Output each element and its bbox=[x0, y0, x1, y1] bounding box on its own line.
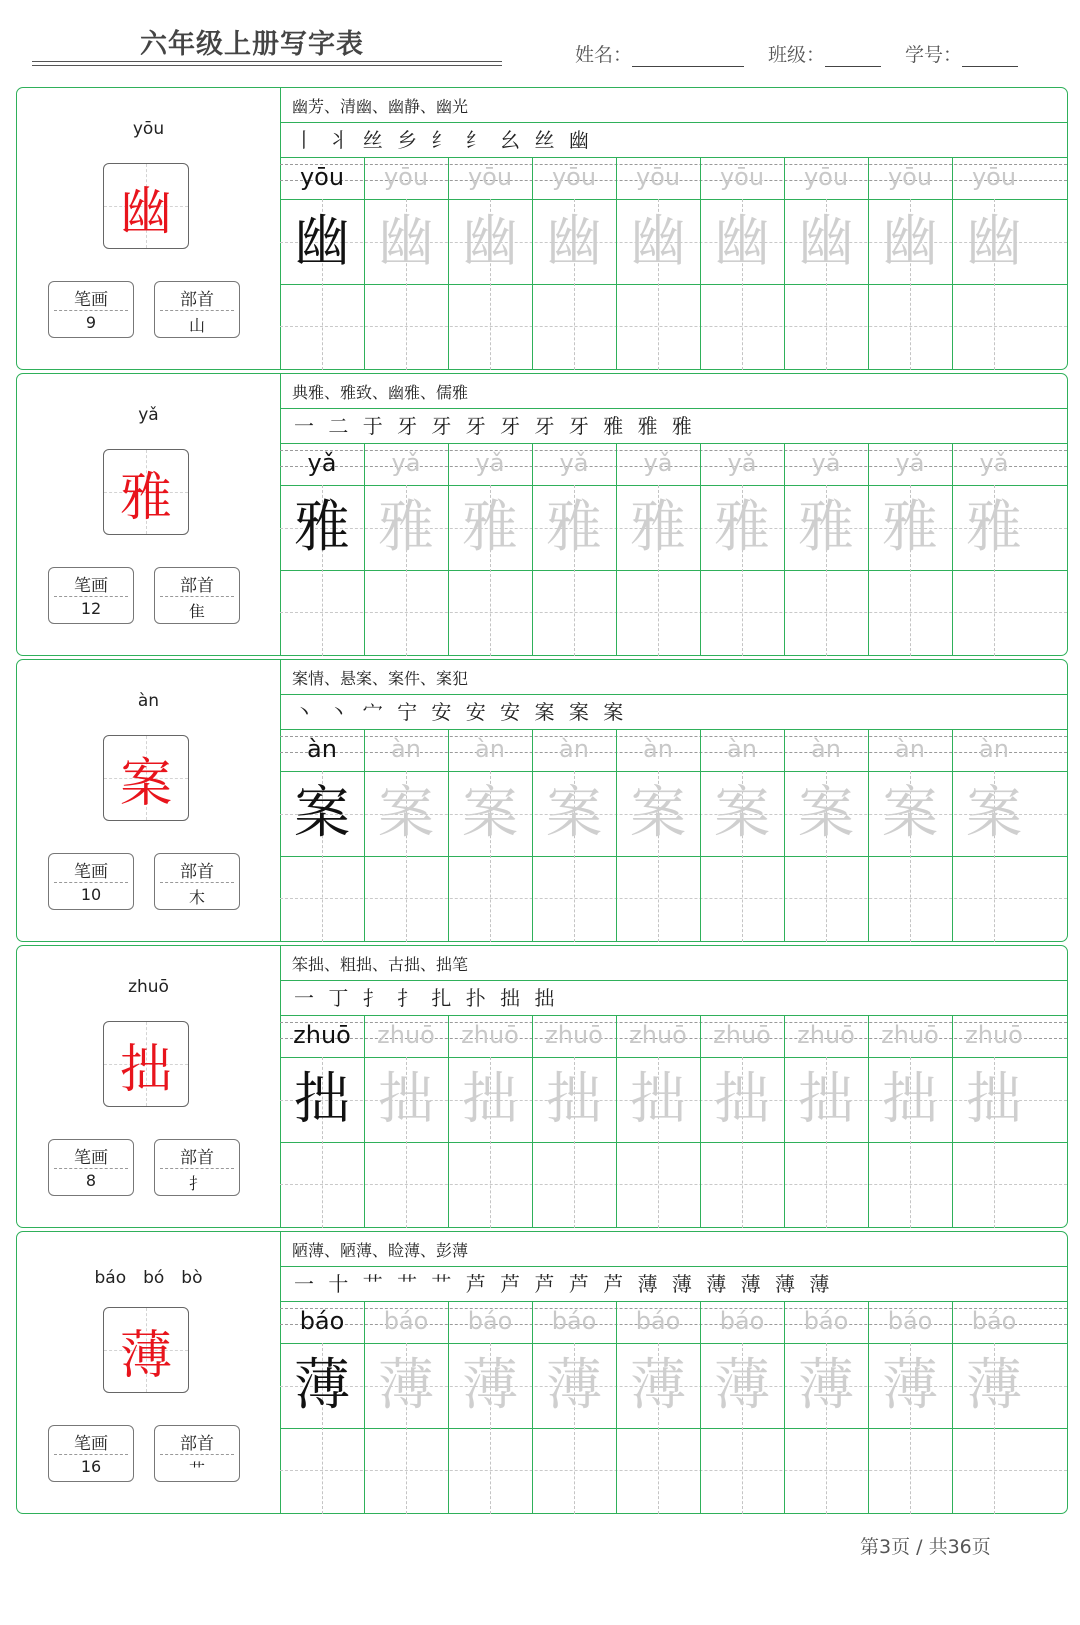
char-display-box bbox=[103, 735, 189, 821]
grid-pinyin: zhuō bbox=[797, 1021, 855, 1049]
grid-pinyin: yōu bbox=[887, 163, 933, 191]
page-title: 六年级上册写字表 bbox=[140, 29, 364, 60]
title-underline-2 bbox=[32, 65, 502, 66]
grid-pinyin: àn bbox=[895, 735, 925, 763]
grid-pinyin: báo bbox=[551, 1307, 597, 1335]
grid-pinyin: zhuō bbox=[461, 1021, 519, 1049]
id-label: 学号： bbox=[905, 44, 963, 66]
writing-grid bbox=[280, 946, 1067, 1227]
grid-pinyin: báo bbox=[887, 1307, 933, 1335]
radical-label: 部首 bbox=[180, 576, 214, 596]
stroke-count: 8 bbox=[85, 1171, 97, 1190]
stroke-count-box bbox=[48, 1139, 134, 1196]
grid-pinyin: báo bbox=[719, 1307, 765, 1335]
grid-char: 案 bbox=[378, 781, 434, 846]
grid-pinyin: báo bbox=[383, 1307, 429, 1335]
class-blank[interactable] bbox=[825, 46, 881, 67]
radical-label: 部首 bbox=[180, 1434, 214, 1454]
grid-pinyin: báo bbox=[803, 1307, 849, 1335]
grid-char: 幽 bbox=[630, 209, 686, 274]
grid-char: 薄 bbox=[294, 1353, 350, 1418]
grid-pinyin: àn bbox=[643, 735, 673, 763]
char-pinyin: zhuō bbox=[128, 977, 169, 997]
char-pinyin: yǎ bbox=[138, 405, 159, 425]
grid-char: 薄 bbox=[462, 1353, 518, 1418]
grid-char: 薄 bbox=[798, 1353, 854, 1418]
grid-char: 案 bbox=[462, 781, 518, 846]
grid-char: 薄 bbox=[714, 1353, 770, 1418]
grid-pinyin: yǎ bbox=[643, 449, 673, 477]
stroke-count-label: 笔画 bbox=[74, 1434, 108, 1454]
grid-char: 幽 bbox=[882, 209, 938, 274]
char-card bbox=[16, 1231, 1068, 1514]
radical-label: 部首 bbox=[180, 290, 214, 310]
id-field[interactable] bbox=[905, 40, 1018, 67]
grid-pinyin: báo bbox=[635, 1307, 681, 1335]
grid-pinyin: zhuō bbox=[965, 1021, 1023, 1049]
radical-label: 部首 bbox=[180, 1148, 214, 1168]
char-info-panel bbox=[17, 1232, 281, 1513]
grid-char: 拙 bbox=[714, 1067, 770, 1132]
stroke-count: 9 bbox=[85, 313, 97, 332]
grid-pinyin: yǎ bbox=[895, 449, 925, 477]
grid-char: 幽 bbox=[966, 209, 1022, 274]
grid-pinyin: àn bbox=[979, 735, 1009, 763]
grid-pinyin: yōu bbox=[719, 163, 765, 191]
id-blank[interactable] bbox=[962, 46, 1018, 67]
stroke-order: 丨 丬 丝 乡 纟 纟 幺 丝 幽 bbox=[294, 128, 593, 152]
char-display-box bbox=[103, 163, 189, 249]
stroke-order: 一 二 于 牙 牙 牙 牙 牙 牙 雅 雅 雅 bbox=[294, 414, 696, 438]
grid-pinyin: zhuō bbox=[545, 1021, 603, 1049]
grid-char: 雅 bbox=[966, 495, 1022, 560]
grid-pinyin: yōu bbox=[383, 163, 429, 191]
grid-char: 拙 bbox=[294, 1067, 350, 1132]
grid-char: 薄 bbox=[966, 1353, 1022, 1418]
char-info-panel bbox=[17, 660, 281, 941]
writing-grid bbox=[280, 660, 1067, 941]
grid-char: 案 bbox=[966, 781, 1022, 846]
grid-pinyin: zhuō bbox=[629, 1021, 687, 1049]
char-display: 案 bbox=[119, 753, 172, 814]
grid-char: 幽 bbox=[714, 209, 770, 274]
example-words: 案情、悬案、案件、案犯 bbox=[292, 669, 469, 688]
stroke-count-label: 笔画 bbox=[74, 576, 108, 596]
grid-char: 案 bbox=[630, 781, 686, 846]
stroke-order: 丶 丶 宀 宁 安 安 安 案 案 案 bbox=[294, 700, 628, 724]
stroke-order: 一 十 艹 艹 艹 芦 芦 芦 芦 芦 薄 薄 薄 薄 薄 薄 bbox=[294, 1272, 834, 1296]
grid-pinyin: yǎ bbox=[391, 449, 421, 477]
name-field[interactable] bbox=[575, 40, 744, 67]
grid-char: 案 bbox=[714, 781, 770, 846]
grid-pinyin: yǎ bbox=[811, 449, 841, 477]
grid-char: 薄 bbox=[630, 1353, 686, 1418]
grid-char: 幽 bbox=[378, 209, 434, 274]
grid-char: 幽 bbox=[798, 209, 854, 274]
stroke-count-box bbox=[48, 281, 134, 338]
class-field[interactable] bbox=[768, 40, 881, 67]
grid-pinyin: zhuō bbox=[293, 1021, 351, 1049]
grid-char: 雅 bbox=[630, 495, 686, 560]
title-underline bbox=[32, 61, 502, 62]
example-words: 幽芳、清幽、幽静、幽光 bbox=[292, 97, 469, 116]
grid-pinyin: yōu bbox=[971, 163, 1017, 191]
grid-pinyin: yǎ bbox=[475, 449, 505, 477]
grid-char: 雅 bbox=[294, 495, 350, 560]
char-info-panel bbox=[17, 946, 281, 1227]
grid-char: 薄 bbox=[378, 1353, 434, 1418]
grid-pinyin: yǎ bbox=[559, 449, 589, 477]
stroke-count: 12 bbox=[80, 599, 102, 618]
writing-grid bbox=[280, 88, 1067, 369]
grid-pinyin: báo bbox=[467, 1307, 513, 1335]
char-display: 薄 bbox=[119, 1325, 172, 1386]
grid-char: 薄 bbox=[546, 1353, 602, 1418]
stroke-count-box bbox=[48, 567, 134, 624]
grid-char: 雅 bbox=[462, 495, 518, 560]
grid-char: 薄 bbox=[882, 1353, 938, 1418]
grid-pinyin: àn bbox=[475, 735, 505, 763]
char-display-box bbox=[103, 449, 189, 535]
radical-box bbox=[154, 1425, 240, 1482]
radical: 山 bbox=[188, 316, 205, 335]
grid-pinyin: báo bbox=[299, 1307, 345, 1335]
radical-box bbox=[154, 853, 240, 910]
grid-pinyin: àn bbox=[391, 735, 421, 763]
stroke-count: 16 bbox=[80, 1457, 102, 1476]
char-card bbox=[16, 659, 1068, 942]
char-info-panel bbox=[17, 88, 281, 369]
char-display: 雅 bbox=[119, 467, 172, 528]
grid-char: 案 bbox=[882, 781, 938, 846]
grid-pinyin: àn bbox=[307, 735, 337, 763]
grid-pinyin: àn bbox=[727, 735, 757, 763]
example-words: 笨拙、粗拙、古拙、拙笔 bbox=[292, 955, 469, 974]
grid-char: 拙 bbox=[462, 1067, 518, 1132]
grid-char: 拙 bbox=[798, 1067, 854, 1132]
grid-pinyin: zhuō bbox=[881, 1021, 939, 1049]
char-info-panel bbox=[17, 374, 281, 655]
radical: 扌 bbox=[188, 1174, 205, 1193]
grid-char: 雅 bbox=[546, 495, 602, 560]
grid-char: 案 bbox=[546, 781, 602, 846]
radical-box bbox=[154, 281, 240, 338]
grid-pinyin: zhuō bbox=[377, 1021, 435, 1049]
char-pinyin: yōu bbox=[132, 119, 165, 139]
radical: 木 bbox=[188, 888, 205, 907]
grid-pinyin: yōu bbox=[635, 163, 681, 191]
grid-pinyin: yōu bbox=[551, 163, 597, 191]
name-label: 姓名： bbox=[575, 44, 633, 66]
radical: 隹 bbox=[188, 602, 205, 621]
name-blank[interactable] bbox=[632, 46, 744, 67]
char-card bbox=[16, 373, 1068, 656]
grid-pinyin: yōu bbox=[467, 163, 513, 191]
stroke-count-box bbox=[48, 853, 134, 910]
char-display-box bbox=[103, 1021, 189, 1107]
grid-char: 拙 bbox=[966, 1067, 1022, 1132]
grid-char: 雅 bbox=[378, 495, 434, 560]
stroke-count-label: 笔画 bbox=[74, 862, 108, 882]
class-label: 班级： bbox=[768, 44, 826, 66]
grid-char: 拙 bbox=[630, 1067, 686, 1132]
char-display: 幽 bbox=[119, 181, 172, 242]
char-display-box bbox=[103, 1307, 189, 1393]
char-pinyin: àn bbox=[137, 691, 160, 711]
example-words: 陋薄、陋薄、睑薄、彭薄 bbox=[292, 1241, 469, 1260]
grid-pinyin: zhuō bbox=[713, 1021, 771, 1049]
grid-pinyin: àn bbox=[811, 735, 841, 763]
stroke-count-box bbox=[48, 1425, 134, 1482]
char-display: 拙 bbox=[119, 1039, 172, 1100]
writing-grid bbox=[280, 374, 1067, 655]
grid-char: 雅 bbox=[714, 495, 770, 560]
grid-char: 拙 bbox=[546, 1067, 602, 1132]
char-card bbox=[16, 945, 1068, 1228]
grid-char: 拙 bbox=[882, 1067, 938, 1132]
grid-pinyin: àn bbox=[559, 735, 589, 763]
grid-char: 案 bbox=[798, 781, 854, 846]
grid-char: 案 bbox=[294, 781, 350, 846]
radical-box bbox=[154, 1139, 240, 1196]
writing-grid bbox=[280, 1232, 1067, 1513]
stroke-order: 一 丁 扌 扌 扎 扑 拙 拙 bbox=[294, 986, 559, 1010]
stroke-count-label: 笔画 bbox=[74, 290, 108, 310]
grid-pinyin: yōu bbox=[299, 163, 345, 191]
grid-char: 幽 bbox=[462, 209, 518, 274]
grid-char: 拙 bbox=[378, 1067, 434, 1132]
page-number: 第3页 / 共36页 bbox=[860, 1536, 991, 1558]
grid-pinyin: báo bbox=[971, 1307, 1017, 1335]
grid-char: 雅 bbox=[882, 495, 938, 560]
radical-box bbox=[154, 567, 240, 624]
stroke-count-label: 笔画 bbox=[74, 1148, 108, 1168]
example-words: 典雅、雅致、幽雅、儒雅 bbox=[292, 383, 469, 402]
grid-pinyin: yǎ bbox=[979, 449, 1009, 477]
radical-label: 部首 bbox=[180, 862, 214, 882]
grid-char: 幽 bbox=[294, 209, 350, 274]
grid-char: 幽 bbox=[546, 209, 602, 274]
grid-pinyin: yǎ bbox=[307, 449, 337, 477]
radical: 艹 bbox=[188, 1460, 205, 1479]
grid-char: 雅 bbox=[798, 495, 854, 560]
grid-pinyin: yǎ bbox=[727, 449, 757, 477]
stroke-count: 10 bbox=[80, 885, 102, 904]
char-card bbox=[16, 87, 1068, 370]
char-pinyin: báo bó bò bbox=[94, 1268, 203, 1288]
grid-pinyin: yōu bbox=[803, 163, 849, 191]
